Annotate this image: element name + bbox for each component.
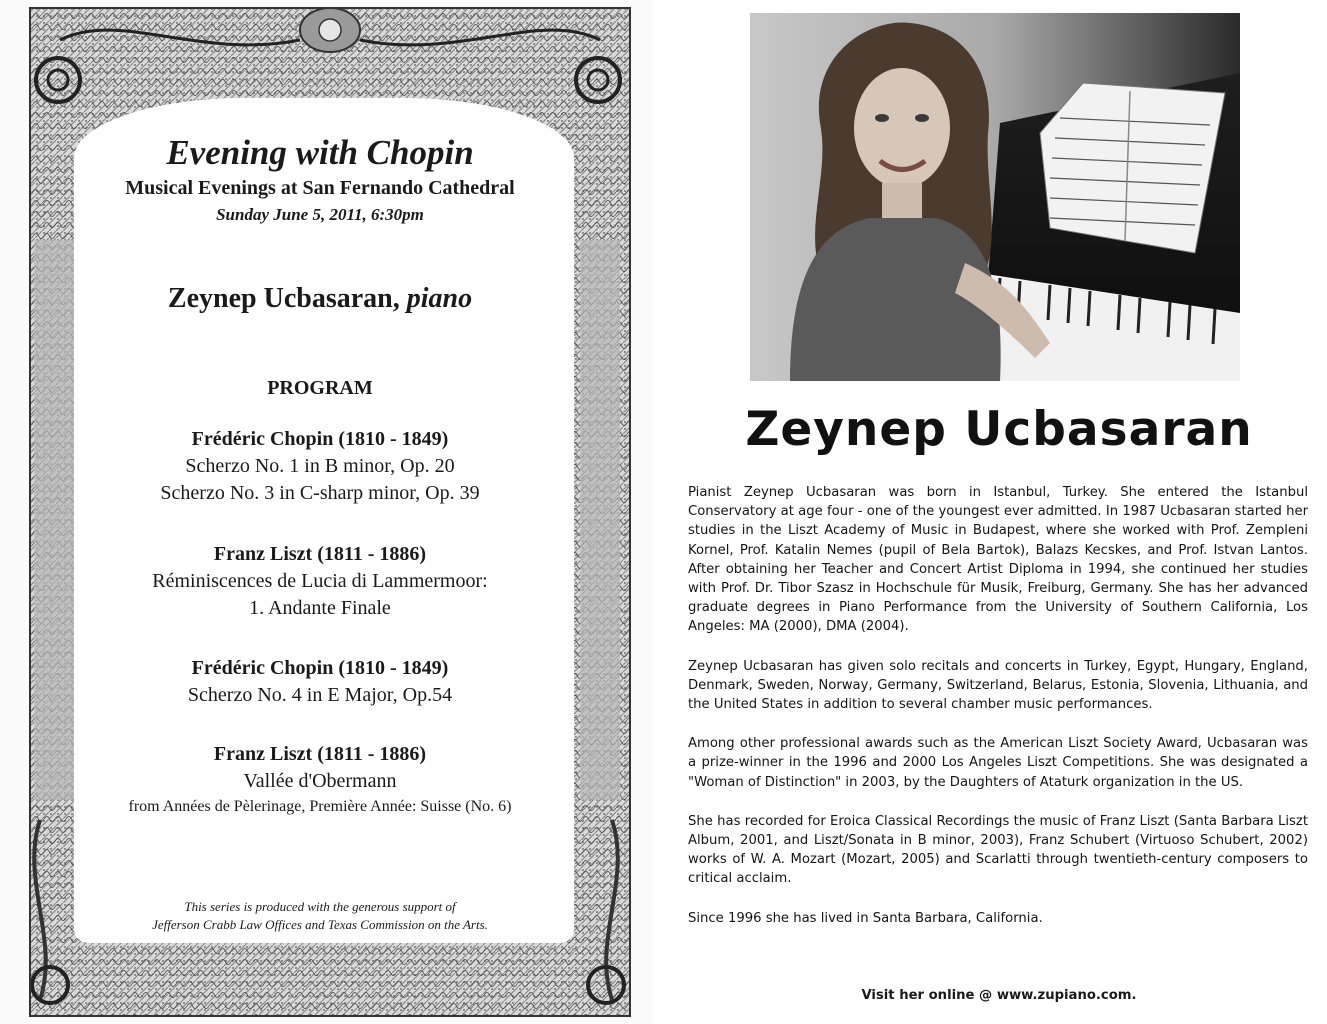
website-link[interactable]: Visit her online @ www.zupiano.com. bbox=[861, 988, 1137, 1003]
bio-paragraph: She has recorded for Eroica Classical Recordings the music of Franz Liszt (Santa Barbara Liszt Album, 2001, and Liszt/Sonata in B minor, 2003), Franz Schubert (Virtuoso Schubert, 2002) works of W. A. Mozart (Mozart, 2005) and Scarlatti through twentieth-century composers to critical acclaim. bbox=[688, 813, 1308, 887]
performer-line bbox=[0, 283, 640, 315]
performer-instrument: piano bbox=[406, 283, 473, 314]
bio-paragraph: Pianist Zeynep Ucbasaran was born in Istanbul, Turkey. She entered the Istanbul Conservatory at age four - one of the youngest ever admitted. In 1987 Ucbasaran started her studies in the Liszt Academy of Music in Budapest, where she worked with Prof. Zempleni Kornel, Prof. Katalin Nemes (pupil of Bela Bartok), Balazs Kecskes, and Prof. Istvan Lantos. After obtaining her Teacher and Concert Artist Diploma in 1994, she continued her studies with Prof. Dr. Tibor Szasz in Hochschule für Musik, Freiburg, Germany. She has her advanced graduate degrees in Piano Performance from the University of Southern California, Los Angeles: MA (2000), DMA (2004). bbox=[688, 485, 1308, 635]
program-heading: PROGRAM bbox=[267, 377, 373, 399]
composer-name: Franz Liszt (1811 - 1886) bbox=[213, 543, 427, 565]
pianist-photo bbox=[750, 13, 1240, 381]
concert-series: Musical Evenings at San Fernando Cathedral bbox=[125, 177, 515, 199]
sponsor-line: Jefferson Crabb Law Offices and Texas Commission on the Arts. bbox=[152, 917, 488, 932]
bio-paragraph: Zeynep Ucbasaran has given solo recitals and concerts in Turkey, Egypt, Hungary, England, Denmark, Sweden, Norway, Germany, Switzerland, Belarus, Estonia, Slovenia, Lithuania, and the United States in addition to several chamber music performances. bbox=[688, 658, 1308, 713]
bio-paragraph: Among other professional awards such as the American Liszt Society Award, Ucbasaran was a prize-winner in the 1996 and 2000 Los Angeles Liszt Competitions. She was designated a "Woman of Distinction" in 2003, by the Daughters of Ataturk organization in the US. bbox=[688, 736, 1308, 790]
program-item bbox=[30, 740, 610, 819]
sponsor-note bbox=[0, 898, 640, 934]
concert-date: Sunday June 5, 2011, 6:30pm bbox=[216, 205, 424, 224]
work-title: Vallée d'Obermann bbox=[243, 770, 397, 792]
program-page bbox=[0, 0, 652, 1024]
composer-name: Franz Liszt (1811 - 1886) bbox=[213, 743, 427, 765]
sponsor-line: This series is produced with the generous support of bbox=[184, 899, 456, 914]
composer-name: Frédéric Chopin (1810 - 1849) bbox=[191, 428, 449, 450]
work-title: Réminiscences de Lucia di Lammermoor: bbox=[152, 570, 488, 592]
biography bbox=[688, 483, 1308, 948]
performer-name: Zeynep Ucbasaran, bbox=[167, 283, 400, 314]
pianist-name: Zeynep Ucbasaran bbox=[745, 402, 1253, 457]
work-subtitle: from Années de Pèlerinage, Première Année: Suisse (No. 6) bbox=[128, 798, 512, 815]
program-item bbox=[30, 425, 610, 507]
composer-name: Frédéric Chopin (1810 - 1849) bbox=[191, 657, 449, 679]
program-item bbox=[30, 540, 610, 622]
work-title: Scherzo No. 3 in C-sharp minor, Op. 39 bbox=[160, 482, 480, 504]
concert-title: Evening with Chopin bbox=[166, 133, 474, 172]
bio-paragraph: Since 1996 she has lived in Santa Barbara, California. bbox=[688, 910, 1043, 926]
work-title: Scherzo No. 1 in B minor, Op. 20 bbox=[185, 455, 455, 477]
work-title: Scherzo No. 4 in E Major, Op.54 bbox=[187, 684, 453, 706]
work-title: 1. Andante Finale bbox=[249, 597, 391, 619]
program-item bbox=[30, 654, 610, 709]
